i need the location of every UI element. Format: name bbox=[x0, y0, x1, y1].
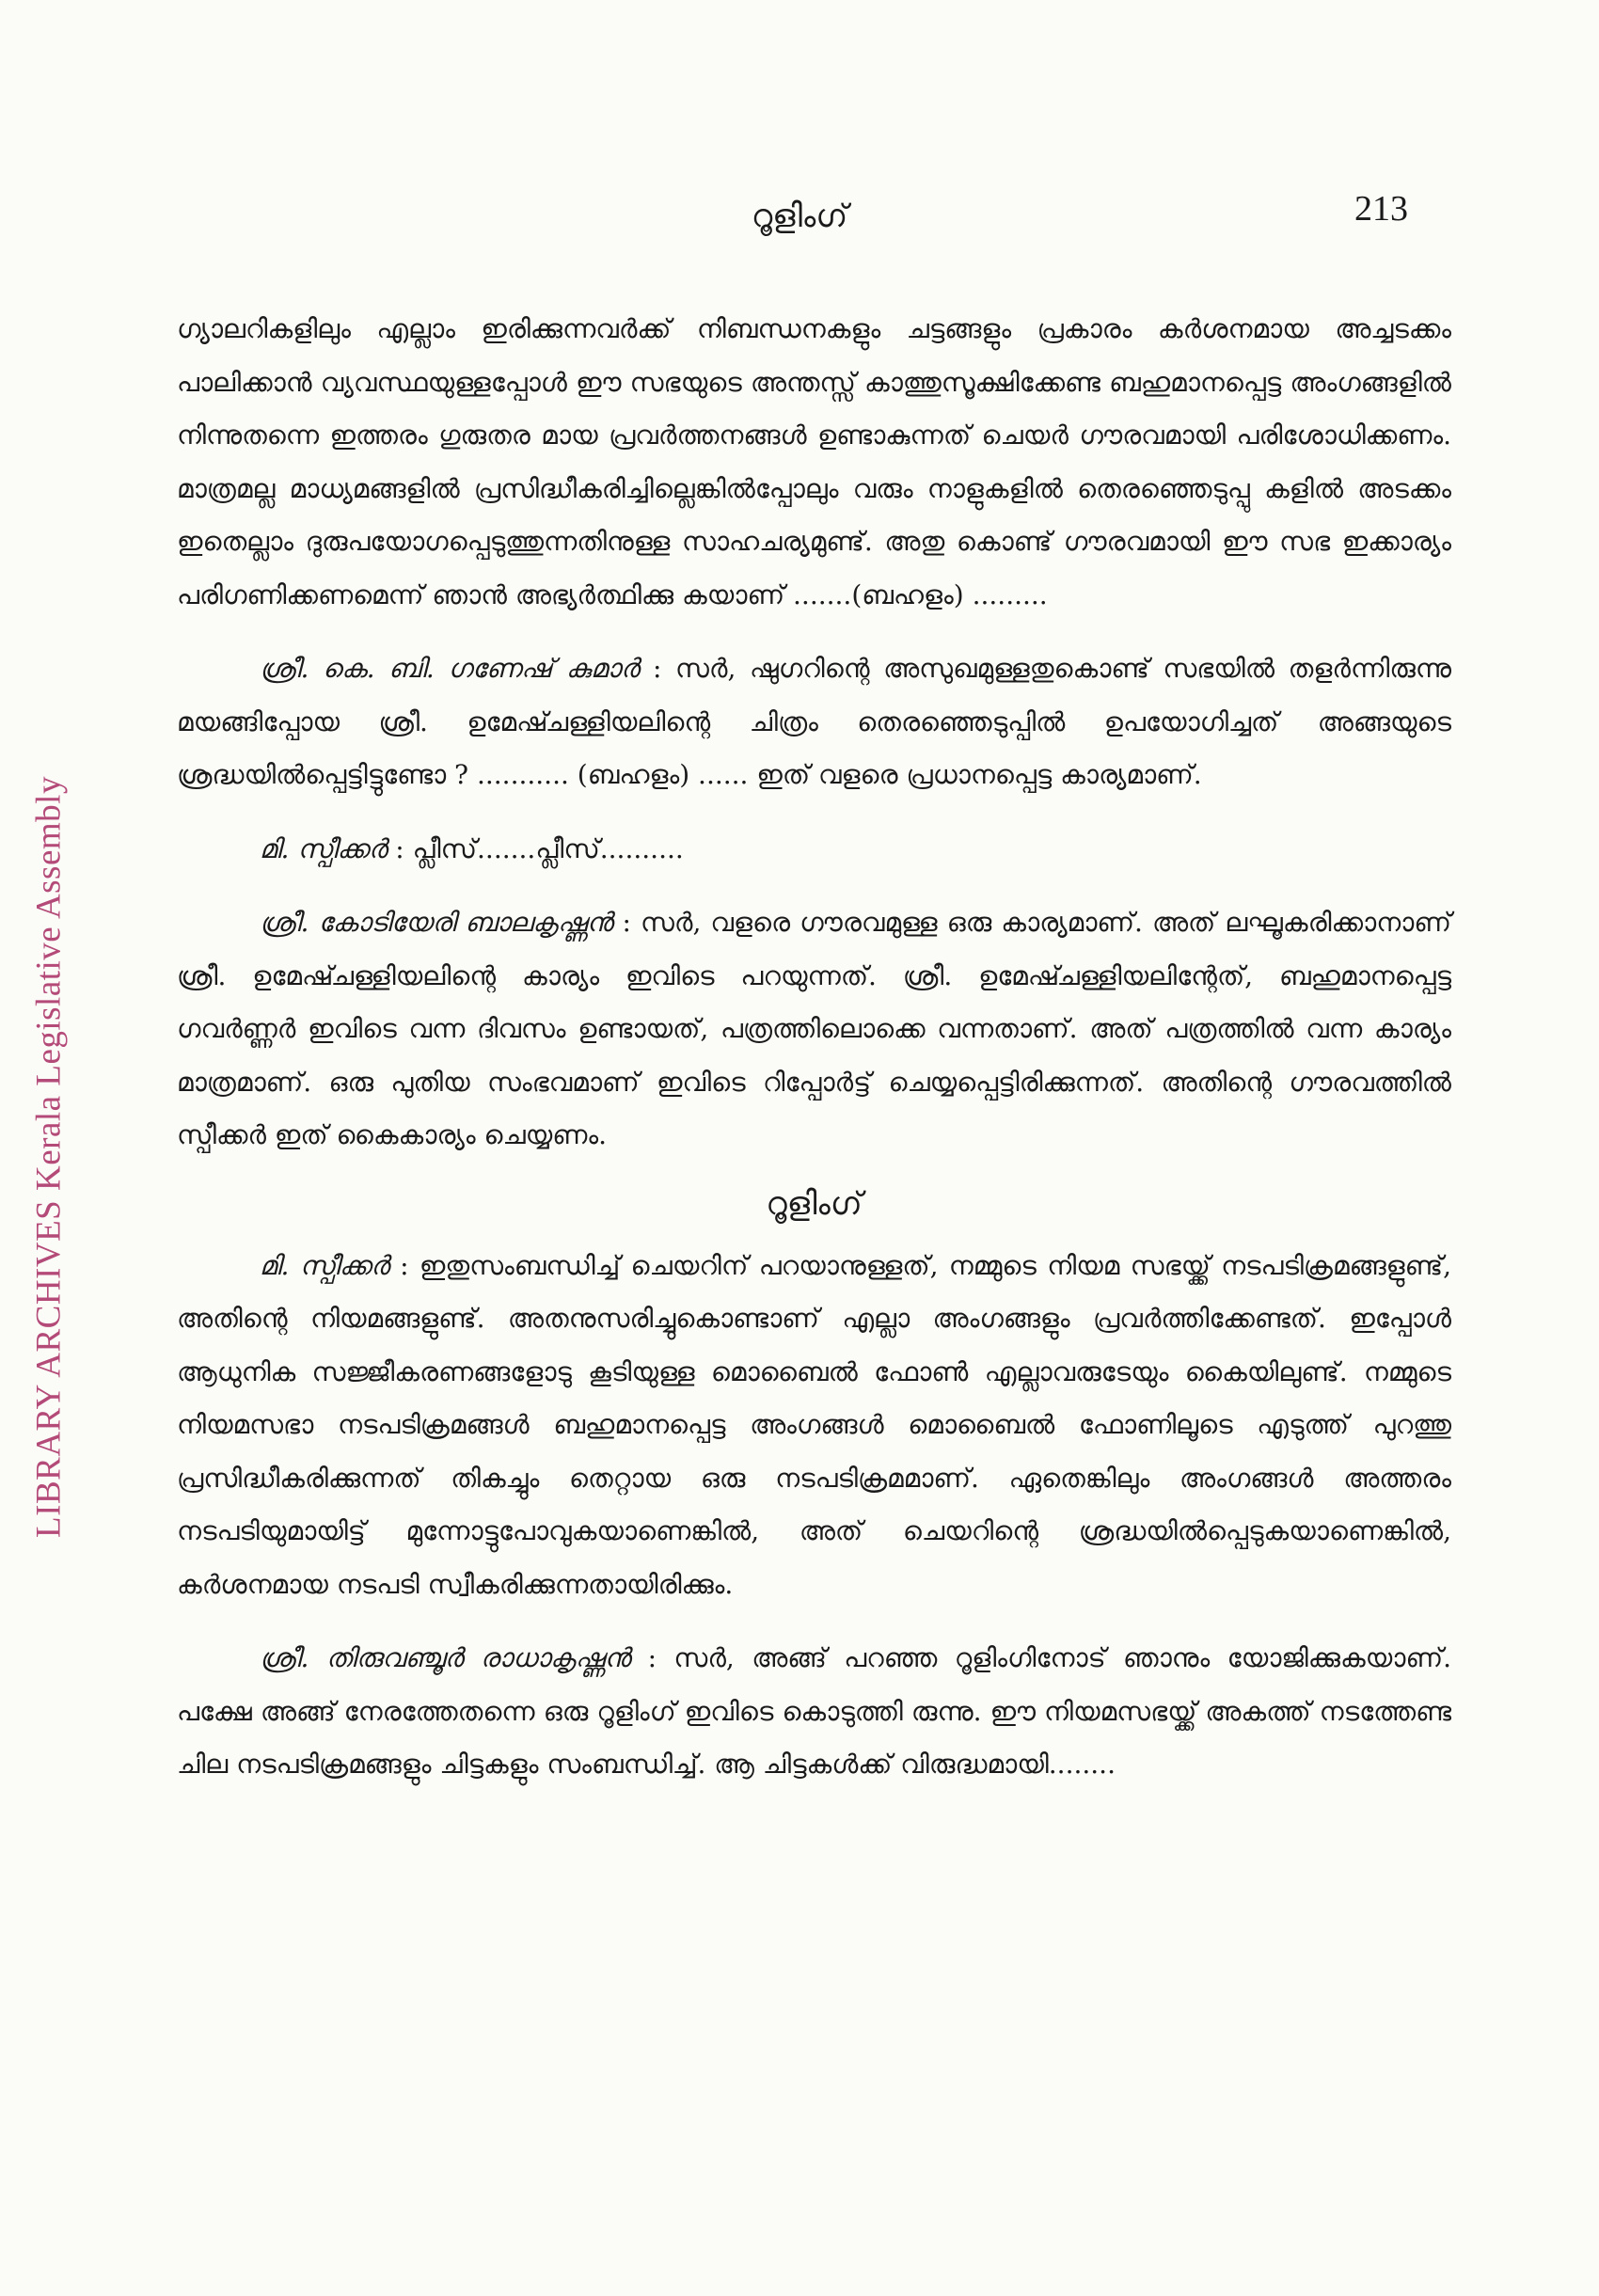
page-number: 213 bbox=[1354, 189, 1408, 229]
speaker-name: മി. സ്പീക്കർ bbox=[260, 832, 388, 864]
paragraph bbox=[177, 823, 1451, 877]
paragraph bbox=[177, 642, 1451, 802]
paragraph-text: : പ്ലീസ്.......പ്ലീസ്.......... bbox=[387, 832, 684, 864]
speaker-name: ശ്രീ. കെ. ബി. ഗണേഷ് കുമാർ bbox=[260, 653, 640, 684]
paragraph bbox=[177, 1632, 1451, 1792]
paragraph bbox=[177, 303, 1451, 622]
page-body bbox=[177, 303, 1451, 1813]
section-title: റൂളിംഗ് bbox=[766, 1184, 863, 1223]
paragraph bbox=[177, 1240, 1451, 1612]
paragraph bbox=[177, 896, 1451, 1163]
paragraph-text: : സർ, അങ്ങ് പറഞ്ഞ റൂളിംഗിനോട് ഞാനും യോജിക്കുകയാണ്. പക്ഷേ അങ്ങ് നേരത്തേതന്നെ ഒരു റൂളിംഗ് ഇവിടെ കൊടുത്തി രുന്നു. ഈ നിയമസഭയ്ക്ക് അകത്ത് നടത്തേണ്ട ചില നടപടിക്രമങ്ങളും ചിട്ടകളും സംബന്ധിച്ച്. ആ ചിട്ടകൾക്ക് വിരുദ്ധമായി........ bbox=[177, 1642, 1451, 1780]
speaker-name: ശ്രീ. കോടിയേരി ബാലകൃഷ്ണൻ bbox=[260, 907, 613, 938]
paragraph-text: : സർ, വളരെ ഗൗരവമുള്ള ഒരു കാര്യമാണ്. അത് ലഘൂകരിക്കാനാണ് ശ്രീ. ഉമേഷ്ചള്ളിയലിന്റെ കാര്യം ഇവിടെ പറയുന്നത്. ശ്രീ. ഉമേഷ്ചള്ളിയലിന്റേത്, ബഹുമാനപ്പെട്ട ഗവർണ്ണർ ഇവിടെ വന്ന ദിവസം ഉണ്ടായത്, പത്രത്തിലൊക്കെ വന്നതാണ്. അത് പത്രത്തിൽ വന്ന കാര്യം മാത്രമാണ്. ഒരു പുതിയ സംഭവമാണ് ഇവിടെ റിപ്പോർട്ട് ചെയ്യപ്പെട്ടിരിക്കുന്നത്. അതിന്റെ ഗൗരവത്തിൽ സ്പീക്കർ ഇത് കൈകാര്യം ചെയ്യണം. bbox=[177, 907, 1451, 1150]
speaker-name: മി. സ്പീക്കർ bbox=[260, 1249, 389, 1281]
page-header-title: റൂളിംഗ് bbox=[751, 198, 848, 235]
watermark-text: LIBRARY ARCHIVES Kerala Legislative Assembly bbox=[29, 776, 69, 1538]
speaker-name: ശ്രീ. തിരുവഞ്ചൂർ രാധാകൃഷ്ണൻ bbox=[260, 1642, 631, 1673]
paragraph-text: : സർ, ഷുഗറിന്റെ അസുഖമുള്ളതുകൊണ്ട് സഭയിൽ തളർന്നിരുന്നു മയങ്ങിപ്പോയ ശ്രീ. ഉമേഷ്ചള്ളിയലിന്റെ ചിത്രം തെരഞ്ഞെടുപ്പിൽ ഉപയോഗിച്ചത് അങ്ങയുടെ ശ്രദ്ധയിൽപ്പെട്ടിട്ടുണ്ടോ ? ........... (ബഹളം) ...... ഇത് വളരെ പ്രധാനപ്പെട്ട കാര്യമാണ്. bbox=[177, 653, 1451, 790]
paragraph-text: ഗ്യാലറികളിലും എല്ലാം ഇരിക്കുന്നവർക്ക് നിബന്ധനകളും ചട്ടങ്ങളും പ്രകാരം കർശനമായ അച്ചടക്കം പാലിക്കാൻ വ്യവസ്ഥയുള്ളപ്പോൾ ഈ സഭയുടെ അന്തസ്സ് കാത്തുസൂക്ഷിക്കേണ്ട ബഹുമാനപ്പെട്ട അംഗങ്ങളിൽ നിന്നുതന്നെ ഇത്തരം ഗുരുതര മായ പ്രവർത്തനങ്ങൾ ഉണ്ടാകുന്നത് ചെയർ ഗൗരവമായി പരിശോധിക്കണം. മാത്രമല്ല മാധ്യമങ്ങളിൽ പ്രസിദ്ധീകരിച്ചില്ലെങ്കിൽപ്പോലും വരും നാളുകളിൽ തെരഞ്ഞെടുപ്പു കളിൽ അടക്കം ഇതെല്ലാം ദുരുപയോഗപ്പെടുത്തുന്നതിനുള്ള സാഹചര്യമുണ്ട്. അതു കൊണ്ട് ഗൗരവമായി ഈ സഭ ഇക്കാര്യം പരിഗണിക്കണമെന്ന് ഞാൻ അഭ്യർത്ഥിക്കു കയാണ് .......(ബഹളം) ......... bbox=[177, 313, 1451, 610]
paragraph-text: : ഇതുസംബന്ധിച്ച് ചെയറിന് പറയാനുള്ളത്, നമ്മുടെ നിയമ സഭയ്ക്ക് നടപടിക്രമങ്ങളുണ്ട്, അതിന്റെ നിയമങ്ങളുണ്ട്. അതനുസരിച്ചുകൊണ്ടാണ് എല്ലാ അംഗങ്ങളും പ്രവർത്തിക്കേണ്ടത്. ഇപ്പോൾ ആധുനിക സജ്ജീകരണങ്ങളോടു കൂടിയുള്ള മൊബൈൽ ഫോൺ എല്ലാവരുടേയും കൈയിലുണ്ട്. നമ്മുടെ നിയമസഭാ നടപടിക്രമങ്ങൾ ബഹുമാനപ്പെട്ട അംഗങ്ങൾ മൊബൈൽ ഫോണിലൂടെ എടുത്ത് പുറത്തു പ്രസിദ്ധീകരിക്കുന്നത് തികച്ചും തെറ്റായ ഒരു നടപടിക്രമമാണ്. ഏതെങ്കിലും അംഗങ്ങൾ അത്തരം നടപടിയുമായിട്ട് മുന്നോട്ടുപോവുകയാണെങ്കിൽ, അത് ചെയറിന്റെ ശ്രദ്ധയിൽപ്പെടുകയാണെങ്കിൽ, കർശനമായ നടപടി സ്വീകരിക്കുന്നതായിരിക്കും. bbox=[177, 1249, 1451, 1600]
